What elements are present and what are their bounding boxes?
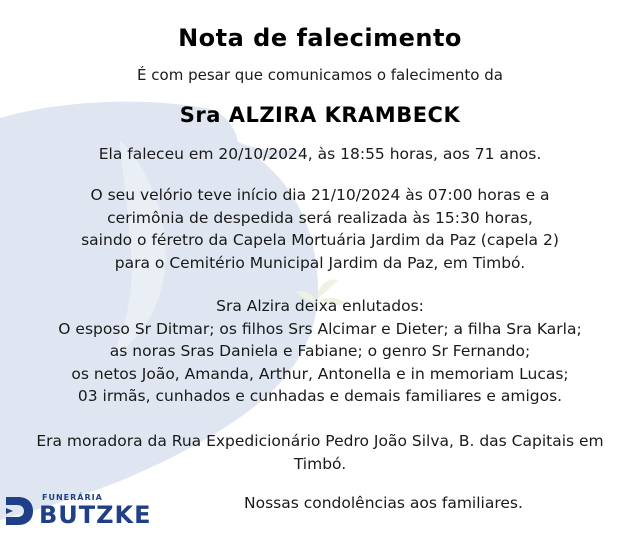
ceremony-line: saindo o féretro da Capela Mortuária Jardim da Paz (capela 2) bbox=[81, 231, 559, 249]
logo-subtitle: FUNERÁRIA bbox=[42, 493, 103, 502]
death-details: Ela faleceu em 20/10/2024, às 18:55 horas, aos 71 anos. bbox=[98, 145, 542, 163]
intro-text: É com pesar que comunicamos o falecimento da bbox=[137, 66, 503, 84]
family-line: Sra Alzira deixa enlutados: bbox=[216, 297, 424, 315]
butzke-mark-icon bbox=[4, 495, 34, 527]
family-line: os netos João, Amanda, Arthur, Antonella e in memoriam Lucas; bbox=[71, 364, 569, 383]
ceremony-line: cerimônia de despedida será realizada às 15:30 horas, bbox=[107, 208, 533, 227]
ceremony-paragraph bbox=[0, 184, 640, 274]
family-line: 03 irmãs, cunhados e cunhadas e demais familiares e amigos. bbox=[77, 387, 563, 405]
deceased-name: Sra ALZIRA KRAMBECK bbox=[179, 103, 461, 127]
logo-wordmark: BUTZKE bbox=[39, 501, 152, 529]
family-paragraph bbox=[0, 295, 640, 408]
family-line: O esposo Sr Ditmar; os filhos Srs Alcimar e Dieter; a filha Sra Karla; bbox=[58, 319, 582, 338]
ceremony-line: O seu velório teve início dia 21/10/2024 às 07:00 horas e a bbox=[90, 186, 550, 204]
residence-text: Era moradora da Rua Expedicionário Pedro João Silva, B. das Capitais em Timbó. bbox=[36, 432, 604, 473]
condolences-text: Nossas condolências aos familiares. bbox=[244, 494, 523, 512]
funeraria-butzke-logo bbox=[4, 492, 154, 532]
ceremony-line: para o Cemitério Municipal Jardim da Paz, em Timbó. bbox=[114, 253, 526, 272]
page-title: Nota de falecimento bbox=[178, 24, 462, 52]
family-line: as noras Sras Daniela e Fabiane; o genro Sr Fernando; bbox=[109, 342, 531, 360]
